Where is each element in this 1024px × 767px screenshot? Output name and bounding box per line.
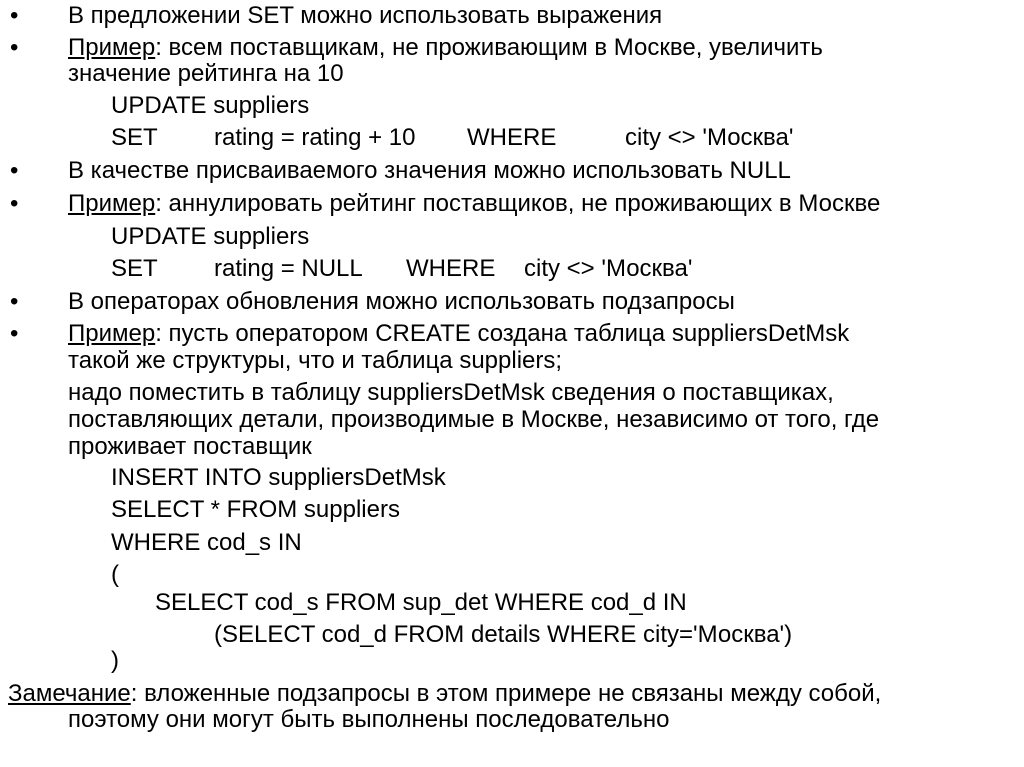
example-label: Пример <box>68 190 156 217</box>
paragraph-task-line-2: поставляющих детали, производимые в Москве, независимо от того, где <box>68 406 880 433</box>
example-1-heading <box>68 34 823 62</box>
code1-where-keyword: WHERE <box>467 124 557 151</box>
paragraph-subqueries: В операторах обновления можно использовать подзапросы <box>68 288 735 315</box>
code1-update: UPDATE suppliers <box>111 92 310 119</box>
example-2-heading <box>68 190 880 218</box>
code3-line-subquery-2: (SELECT cod_d FROM details WHERE city='Москва') <box>214 621 793 648</box>
code3-line-insert: INSERT INTO suppliersDetMsk <box>111 464 446 491</box>
code3-line-open-paren: ( <box>111 561 119 588</box>
bullet-2: • <box>10 34 19 61</box>
code1-set-expression: rating = rating + 10 <box>214 124 416 151</box>
note-heading <box>8 680 881 708</box>
example-label: Пример <box>68 34 156 61</box>
paragraph-set-expressions: В предложении SET можно использовать выражения <box>68 2 663 29</box>
bullet-3: • <box>10 157 19 184</box>
code1-set-keyword: SET <box>111 124 158 151</box>
paragraph-task-line-1: надо поместить в таблицу suppliersDetMsk сведения о поставщиках, <box>68 379 834 406</box>
code2-set-expression: rating = NULL <box>214 255 363 282</box>
example-1-text: : всем поставщикам, не проживающим в Москве, увеличить <box>155 34 823 61</box>
note-label: Замечание <box>8 680 131 707</box>
bullet-1: • <box>10 2 19 29</box>
note-continuation: поэтому они могут быть выполнены последовательно <box>68 706 670 733</box>
note-text: : вложенные подзапросы в этом примере не связаны между собой, <box>130 680 882 707</box>
example-2-text: : аннулировать рейтинг поставщиков, не проживающих в Москве <box>155 190 881 217</box>
code3-line-subquery-1: SELECT cod_s FROM sup_det WHERE cod_d IN <box>155 589 687 616</box>
example-3-continuation: такой же структуры, что и таблица suppliers; <box>68 347 563 374</box>
paragraph-null-value: В качестве присваиваемого значения можно использовать NULL <box>68 157 791 184</box>
code3-line-select: SELECT * FROM suppliers <box>111 496 400 523</box>
bullet-5: • <box>10 288 19 315</box>
example-3-heading <box>68 320 849 348</box>
code2-update: UPDATE suppliers <box>111 223 310 250</box>
code2-where-keyword: WHERE <box>406 255 496 282</box>
code3-line-close-paren: ) <box>111 647 119 674</box>
bullet-6: • <box>10 320 19 347</box>
code3-line-where: WHERE cod_s IN <box>111 529 302 556</box>
bullet-4: • <box>10 190 19 217</box>
example-label: Пример <box>68 320 156 347</box>
example-3-text: : пусть оператором CREATE создана таблица suppliersDetMsk <box>155 320 850 347</box>
paragraph-task-line-3: проживает поставщик <box>68 433 312 460</box>
code1-where-expression: city <> 'Москва' <box>625 124 794 151</box>
code2-where-expression: city <> 'Москва' <box>524 255 693 282</box>
code2-set-keyword: SET <box>111 255 158 282</box>
example-1-continuation: значение рейтинга на 10 <box>68 60 344 87</box>
